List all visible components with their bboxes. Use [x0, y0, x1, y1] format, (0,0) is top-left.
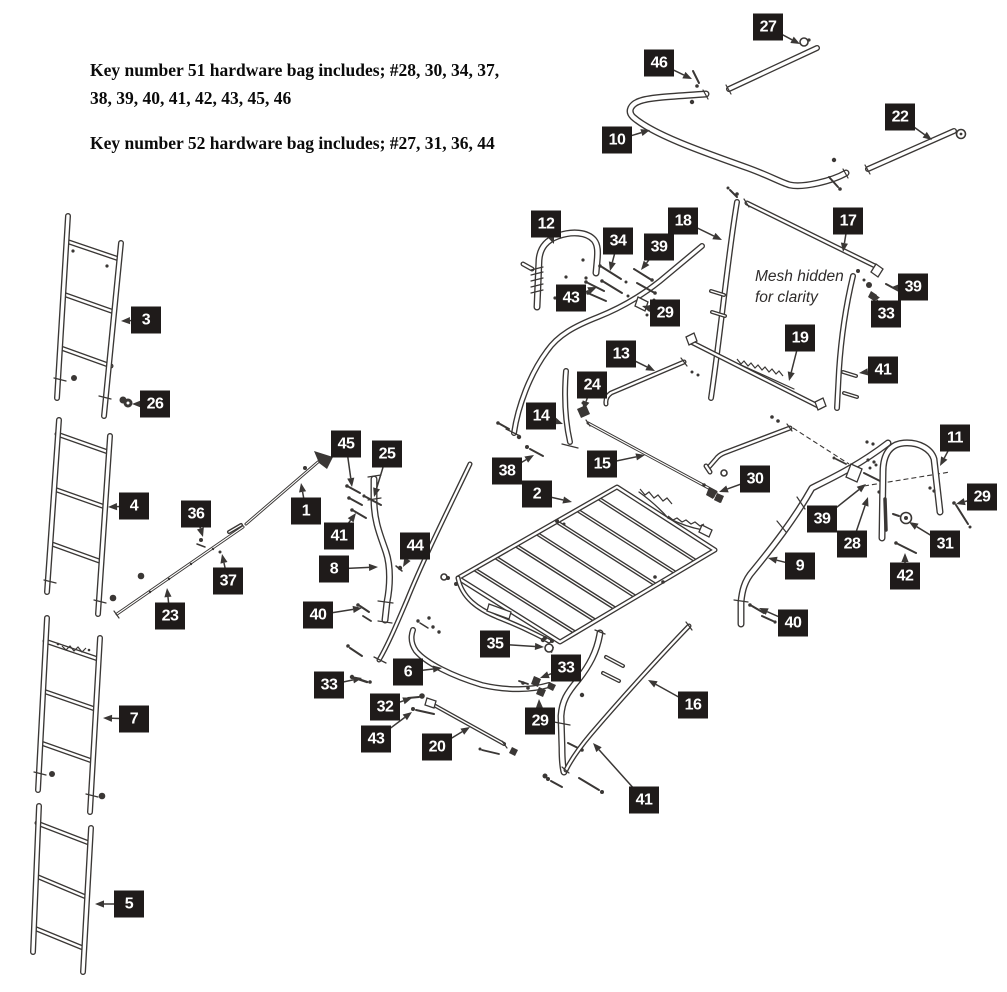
- callout-arrowhead-1: [299, 483, 306, 492]
- callout-31: 31: [930, 531, 960, 558]
- callout-41: 41: [868, 357, 898, 384]
- callout-arrowhead-33-3: [352, 676, 362, 683]
- mesh-note-line1: Mesh hidden: [755, 268, 844, 285]
- callout-13: 13: [606, 341, 636, 368]
- callout-23: 23: [155, 603, 185, 630]
- callout-arrowhead-32: [402, 697, 412, 704]
- callout-1: 1: [291, 498, 321, 525]
- callout-17: 17: [833, 208, 863, 235]
- mesh-hidden-note: [755, 266, 844, 308]
- callout-arrowhead-10: [640, 129, 650, 136]
- callout-45: 45: [331, 431, 361, 458]
- callout-arrowhead-37: [220, 554, 227, 564]
- callout-18: 18: [668, 208, 698, 235]
- callout-33-2: 33: [551, 655, 581, 682]
- callout-8: 8: [319, 556, 349, 583]
- callout-arrowhead-28: [862, 497, 869, 507]
- callout-32: 32: [370, 694, 400, 721]
- callout-34: 34: [603, 228, 633, 255]
- callout-27: 27: [753, 14, 783, 41]
- callout-29: 29: [650, 300, 680, 327]
- callout-30: 30: [740, 466, 770, 493]
- callout-arrowhead-25: [373, 487, 380, 497]
- callout-arrowhead-13: [645, 364, 655, 371]
- callout-20: 20: [422, 734, 452, 761]
- callout-arrowhead-23: [164, 588, 171, 597]
- callout-46: 46: [644, 50, 674, 77]
- callout-arrowhead-3: [121, 317, 130, 324]
- callout-39-3: 39: [807, 506, 837, 533]
- callout-arrowhead-4: [108, 503, 117, 510]
- callout-arrowhead-40-2: [759, 608, 769, 615]
- callout-19: 19: [785, 325, 815, 352]
- callout-7: 7: [119, 706, 149, 733]
- callout-29-2: 29: [967, 484, 997, 511]
- callout-6: 6: [393, 659, 423, 686]
- callout-15: 15: [587, 451, 617, 478]
- callout-arrowhead-30: [719, 486, 729, 493]
- callout-arrowhead-41: [859, 368, 868, 375]
- callout-36: 36: [181, 501, 211, 528]
- callout-arrowhead-19: [788, 371, 795, 381]
- callout-arrowhead-5: [95, 900, 104, 907]
- mesh-note-line2: for clarity: [755, 289, 818, 306]
- callout-arrowhead-43: [587, 287, 597, 294]
- bag51-note-line2: 38, 39, 40, 41, 42, 43, 45, 46: [90, 88, 292, 108]
- callout-arrowhead-42: [901, 553, 908, 562]
- callout-arrowhead-11: [940, 456, 947, 466]
- callout-43-2: 43: [361, 726, 391, 753]
- callout-arrowhead-41-2: [348, 513, 356, 522]
- callout-10: 10: [602, 127, 632, 154]
- callout-arrowhead-22: [923, 132, 932, 140]
- callout-9: 9: [785, 553, 815, 580]
- callout-5: 5: [114, 891, 144, 918]
- bag51-note: [90, 56, 580, 112]
- callout-24: 24: [577, 372, 607, 399]
- callout-41-3: 41: [629, 787, 659, 814]
- callout-arrowhead-36: [197, 527, 204, 537]
- callout-37: 37: [213, 568, 243, 595]
- callout-arrowhead-29-2: [956, 498, 966, 505]
- callout-arrowhead-6: [433, 665, 442, 672]
- callout-arrowhead-16: [648, 680, 658, 688]
- callout-arrowhead-31: [909, 522, 919, 530]
- callout-38: 38: [492, 458, 522, 485]
- callout-arrowhead-35: [535, 643, 544, 650]
- callout-arrowhead-7: [103, 715, 112, 722]
- callout-33: 33: [871, 301, 901, 328]
- callout-arrowhead-43-2: [403, 712, 412, 720]
- callout-28: 28: [837, 531, 867, 558]
- hardware-bag-notes: [90, 56, 580, 174]
- callout-16: 16: [678, 692, 708, 719]
- callout-arrowhead-27: [790, 37, 800, 44]
- callout-arrowhead-9: [768, 557, 778, 564]
- callout-22: 22: [885, 104, 915, 131]
- callout-arrowhead-18: [712, 233, 722, 240]
- callout-25: 25: [372, 441, 402, 468]
- callout-11: 11: [940, 425, 970, 452]
- callout-43: 43: [556, 285, 586, 312]
- callout-41-2: 41: [324, 523, 354, 550]
- callout-arrowhead-15: [635, 453, 645, 460]
- callout-arrowhead-2: [562, 496, 572, 503]
- callout-33-3: 33: [314, 672, 344, 699]
- callout-39: 39: [644, 234, 674, 261]
- callout-arrowhead-24: [583, 400, 590, 410]
- bag52-note: Key number 52 hardware bag includes; #27, 31, 36, 44: [90, 133, 495, 153]
- callout-35: 35: [480, 631, 510, 658]
- callout-4: 4: [119, 493, 149, 520]
- callout-arrowhead-38: [524, 455, 534, 463]
- callout-arrowhead-46: [682, 72, 692, 79]
- callout-42: 42: [890, 563, 920, 590]
- callout-arrowhead-17: [841, 243, 848, 252]
- callout-arrowhead-8: [369, 564, 378, 571]
- callout-2: 2: [522, 481, 552, 508]
- callout-29-3: 29: [525, 708, 555, 735]
- callout-39-2: 39: [898, 274, 928, 301]
- callout-arrowhead-45: [347, 478, 354, 487]
- callout-12: 12: [531, 211, 561, 238]
- callout-14: 14: [526, 403, 556, 430]
- callout-arrowhead-20: [460, 727, 470, 735]
- callout-40-2: 40: [778, 610, 808, 637]
- callout-44: 44: [400, 533, 430, 560]
- callout-arrowhead-34: [609, 261, 616, 271]
- callout-40: 40: [303, 602, 333, 629]
- callout-26: 26: [140, 391, 170, 418]
- callout-arrowhead-40: [353, 606, 362, 613]
- callout-arrowhead-33-2: [540, 671, 550, 678]
- callout-3: 3: [131, 307, 161, 334]
- bag51-note-line1: Key number 51 hardware bag includes; #28, 30, 34, 37,: [90, 60, 500, 80]
